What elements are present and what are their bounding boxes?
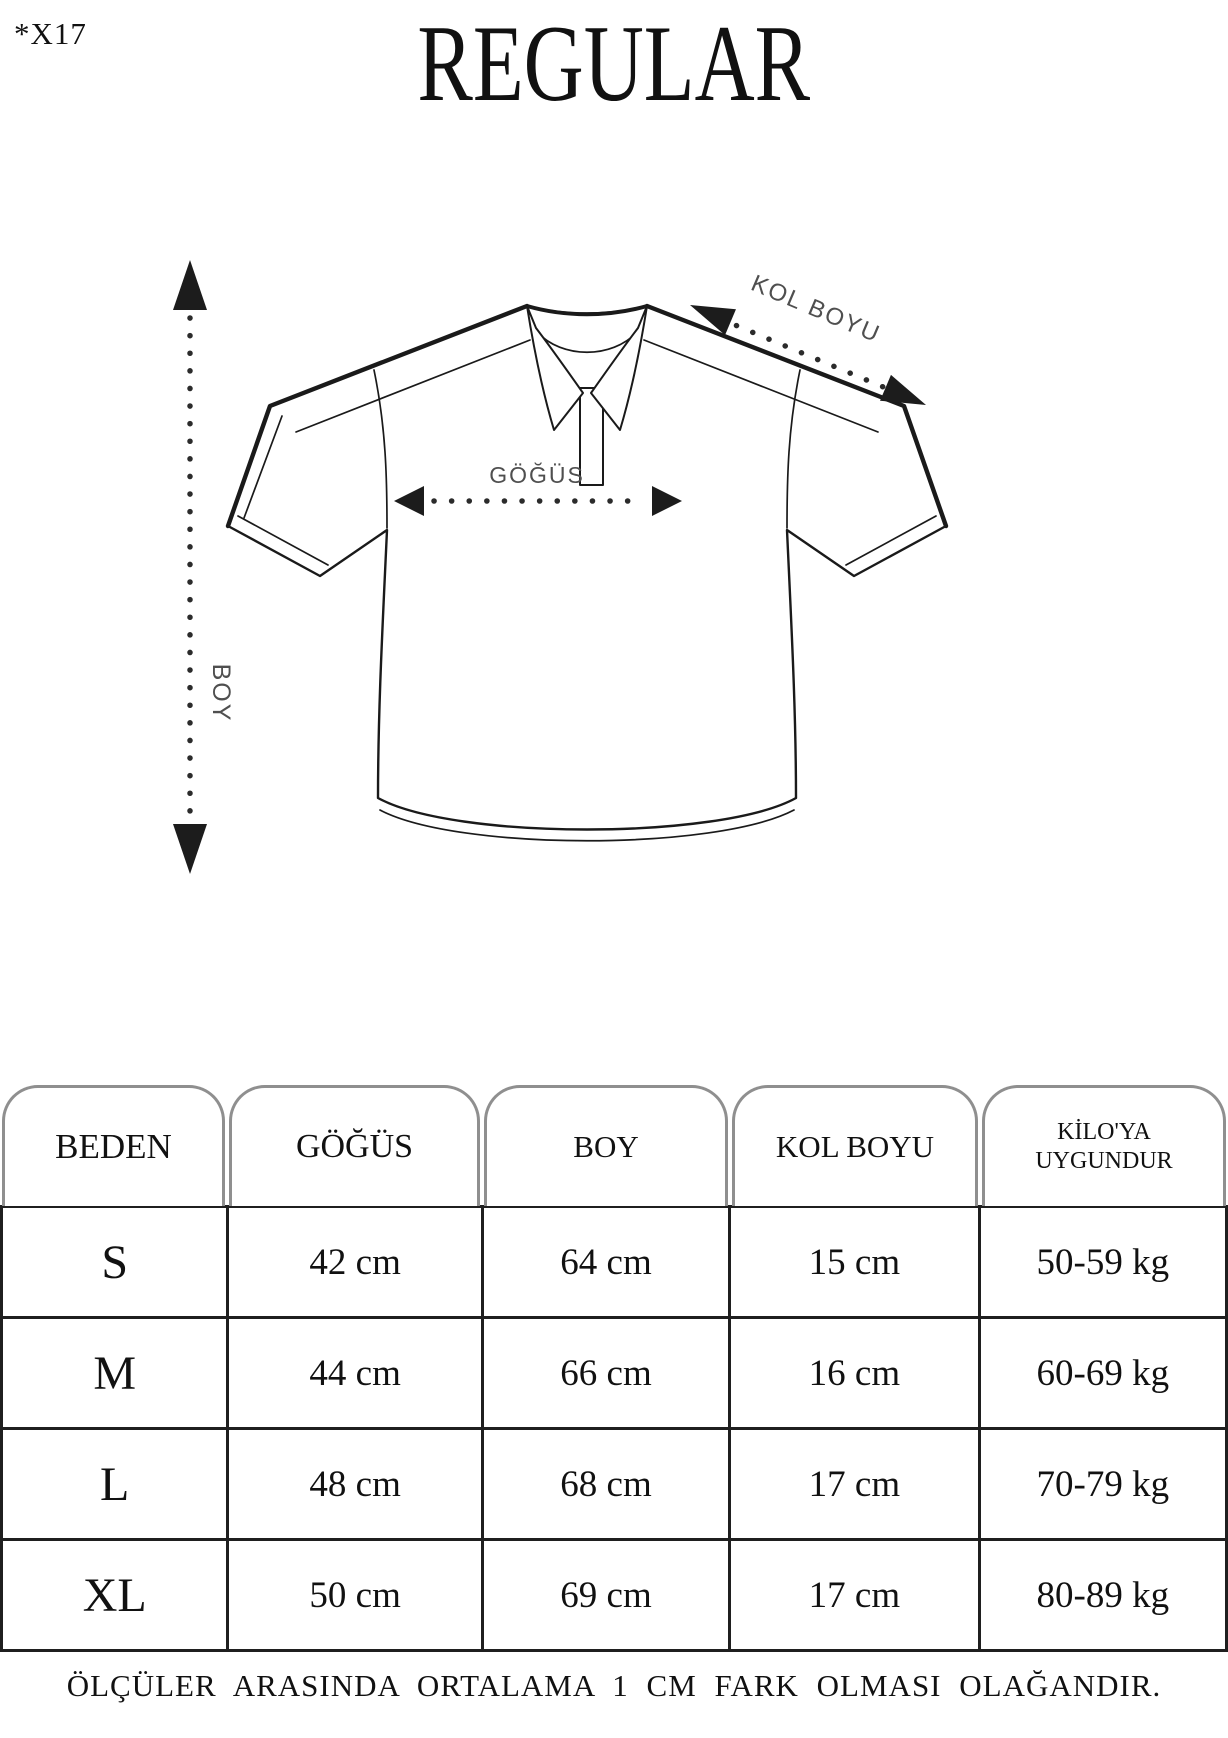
table-cell-length: 68 cm: [484, 1430, 731, 1541]
table-cell-size: M: [3, 1319, 229, 1430]
table-cell-weight: 60-69 kg: [981, 1319, 1228, 1430]
table-cell-length: 69 cm: [484, 1541, 731, 1652]
page-title-text: REGULAR: [417, 4, 811, 125]
table-cell-sleeve: 17 cm: [731, 1541, 980, 1652]
table-cell-weight: 80-89 kg: [981, 1541, 1228, 1652]
page-title: [0, 2, 1228, 125]
table-cell-length: 66 cm: [484, 1319, 731, 1430]
table-cell-weight: 50-59 kg: [981, 1208, 1228, 1319]
column-header-beden: BEDEN: [2, 1085, 225, 1206]
tolerance-note: ÖLÇÜLER ARASINDA ORTALAMA 1 CM FARK OLMASI OLAĞANDIR.: [66, 1668, 1162, 1703]
polo-shirt-outline: [228, 306, 946, 841]
column-header-kol-boyu: KOL BOYU: [732, 1085, 978, 1206]
length-label: BOY: [207, 663, 235, 723]
column-header-boy: BOY: [484, 1085, 728, 1206]
table-cell-chest: 48 cm: [229, 1430, 483, 1541]
table-cell-chest: 42 cm: [229, 1208, 483, 1319]
sleeve-label: KOL BOYU: [747, 269, 885, 349]
table-cell-chest: 44 cm: [229, 1319, 483, 1430]
table-cell-length: 64 cm: [484, 1208, 731, 1319]
table-cell-weight: 70-79 kg: [981, 1430, 1228, 1541]
column-header-gogus: GÖĞÜS: [229, 1085, 480, 1206]
table-cell-sleeve: 15 cm: [731, 1208, 980, 1319]
table-cell-size: S: [3, 1208, 229, 1319]
arrowhead-up-icon: [173, 260, 207, 310]
arrowhead-down-icon: [173, 824, 207, 874]
length-measure-arrow: [173, 260, 235, 874]
polo-shirt-diagram: [150, 238, 950, 898]
column-header-kiloya-uygundur: KİLO'YA UYGUNDUR: [982, 1085, 1226, 1206]
table-cell-sleeve: 17 cm: [731, 1430, 980, 1541]
product-code: *X17: [14, 16, 87, 51]
size-table-header: [0, 1085, 1228, 1205]
table-cell-chest: 50 cm: [229, 1541, 483, 1652]
table-cell-size: L: [3, 1430, 229, 1541]
table-cell-size: XL: [3, 1541, 229, 1652]
table-cell-sleeve: 16 cm: [731, 1319, 980, 1430]
size-table-body: [0, 1205, 1228, 1652]
chest-label: GÖĞÜS: [489, 462, 585, 488]
size-table: [0, 1085, 1228, 1652]
